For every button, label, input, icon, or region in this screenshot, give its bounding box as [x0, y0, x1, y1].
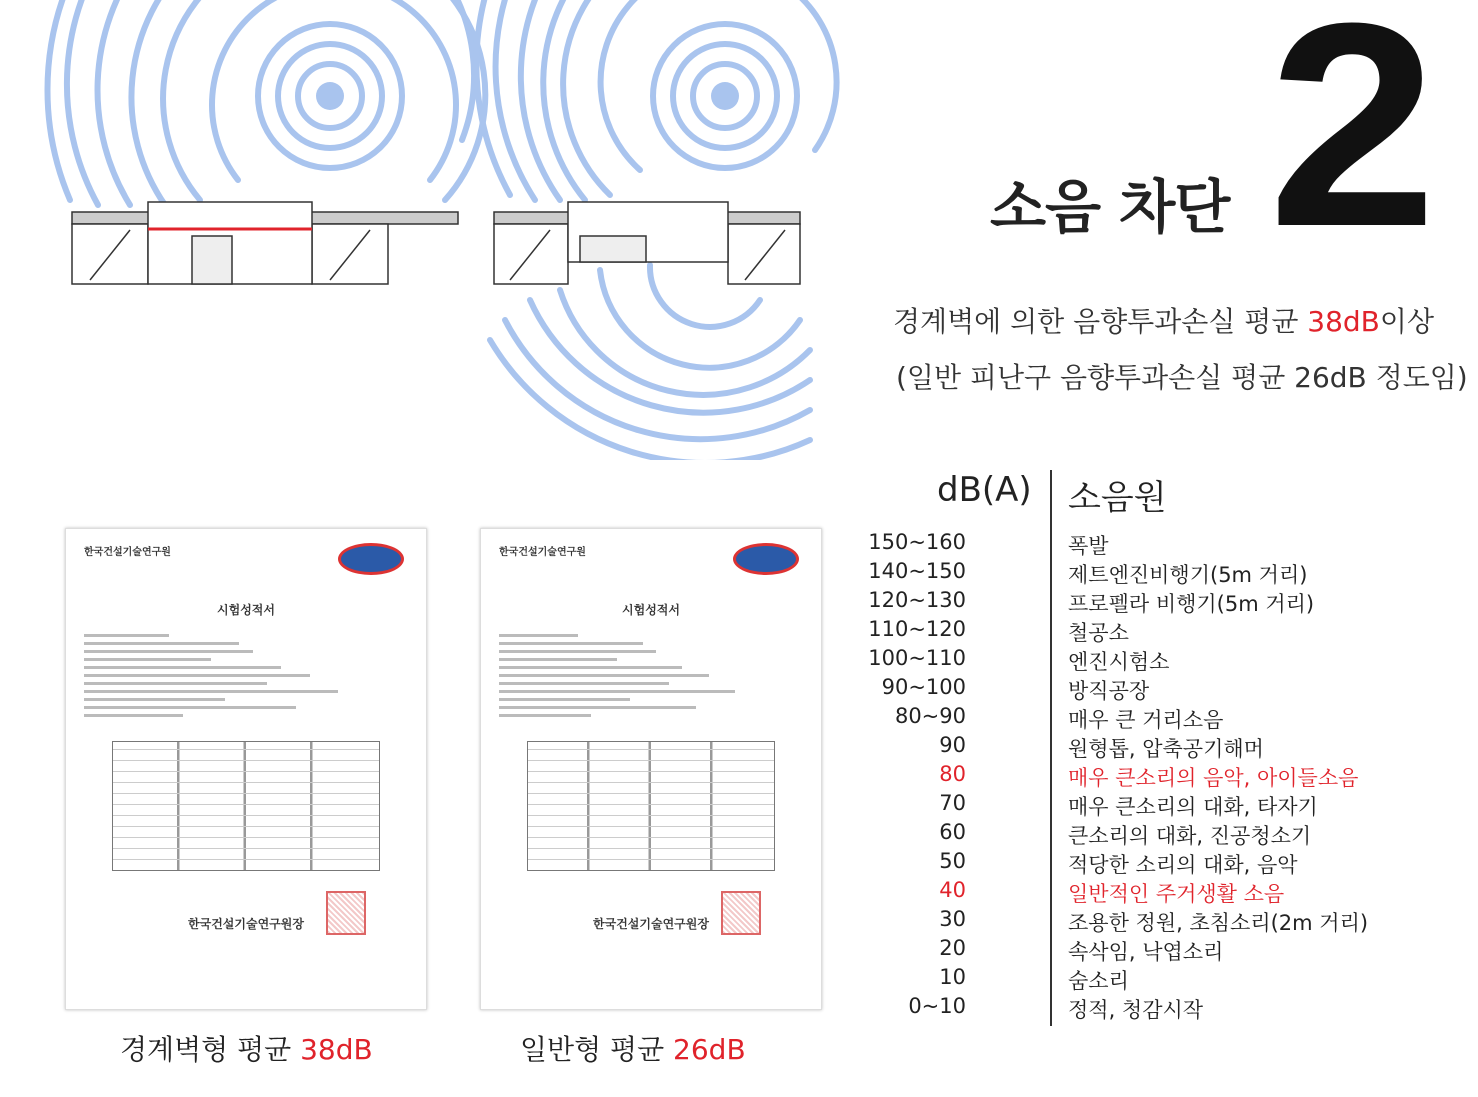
table-row [868, 530, 1450, 558]
row-db-value: 10 [939, 965, 966, 989]
table-row [930, 820, 1450, 848]
caption-value: 26dB [673, 1033, 746, 1066]
kolas-logo [733, 543, 799, 575]
row-noise-source: 일반적인 주거생활 소음 [1068, 882, 1285, 906]
certificate-text-lines [84, 629, 366, 722]
row-db-value: 100~110 [868, 646, 966, 670]
row-db-value: 70 [939, 791, 966, 815]
table-row [881, 675, 1450, 703]
row-db-value: 110~120 [868, 617, 966, 641]
row-noise-source: 정적, 청감시작 [1068, 998, 1204, 1022]
description-text: 경계벽에 의한 음향투과손실 평균 [893, 305, 1308, 338]
certificate-issuer: 한국건설기술연구원장 [593, 917, 709, 931]
certificate-caption-2 [520, 1028, 746, 1068]
description-line-2: (일반 피난구 음향투과손실 평균 26dB 정도임) [896, 361, 1468, 394]
row-noise-source: 큰소리의 대화, 진공청소기 [1068, 824, 1312, 848]
certificate-result-table [527, 741, 775, 871]
table-row [868, 646, 1450, 674]
row-db-value: 40 [939, 878, 966, 902]
left-wave-rings [47, 0, 485, 205]
row-noise-source: 조용한 정원, 초침소리(2m 거리) [1068, 911, 1369, 935]
row-db-value: 80 [939, 762, 966, 786]
row-noise-source: 원형톱, 압축공기해머 [1068, 737, 1264, 761]
description-suffix: 이상 [1379, 305, 1435, 338]
row-db-value: 90~100 [881, 675, 966, 699]
row-db-value: 90 [939, 733, 966, 757]
row-db-value: 50 [939, 849, 966, 873]
certificate-title: 시험성적서 [622, 603, 680, 617]
table-header-source: 소음원 [1068, 478, 1167, 518]
left-door-section [72, 202, 458, 284]
row-noise-source: 속삭임, 낙엽소리 [1068, 940, 1224, 964]
row-noise-source: 프로펠라 비행기(5m 거리) [1068, 592, 1315, 616]
row-db-value: 80~90 [894, 704, 966, 728]
certificate-image-2 [480, 528, 822, 1010]
caption-value: 38dB [300, 1033, 373, 1066]
certificate-result-table [112, 741, 380, 871]
row-noise-source: 숨소리 [1068, 969, 1129, 993]
row-noise-source: 방직공장 [1068, 679, 1150, 703]
row-noise-source: 폭발 [1068, 534, 1109, 558]
row-noise-source: 매우 큰 거리소음 [1068, 708, 1224, 732]
table-row [930, 762, 1450, 790]
table-header-db: dB(A) [937, 470, 1032, 510]
table-row [930, 965, 1450, 993]
table-row [868, 617, 1450, 645]
table-row [908, 994, 1450, 1022]
section-number: 2 [1268, 0, 1438, 287]
row-db-value: 150~160 [868, 530, 966, 554]
certificate-text-lines [499, 629, 761, 722]
certificate-institute: 한국건설기술연구원 [499, 547, 586, 558]
table-row [930, 849, 1450, 877]
table-row [930, 733, 1450, 761]
table-row [930, 936, 1450, 964]
description-highlight: 38dB [1307, 305, 1380, 338]
caption-text: 경계벽형 평균 [120, 1033, 301, 1066]
certificate-title: 시험성적서 [217, 603, 275, 617]
row-db-value: 140~150 [868, 559, 966, 583]
row-db-value: 20 [939, 936, 966, 960]
certificate-issuer: 한국건설기술연구원장 [188, 917, 304, 931]
description-line-1 [893, 300, 1434, 340]
certificate-caption-1 [120, 1028, 373, 1068]
table-row [868, 588, 1450, 616]
row-noise-source: 철공소 [1068, 621, 1129, 645]
row-db-value: 30 [939, 907, 966, 931]
caption-text: 일반형 평균 [520, 1033, 674, 1066]
row-noise-source: 엔진시험소 [1068, 650, 1170, 674]
table-row [894, 704, 1450, 732]
table-row [930, 791, 1450, 819]
row-noise-source: 제트엔진비행기(5m 거리) [1068, 563, 1308, 587]
right-door-section [494, 202, 800, 284]
row-noise-source: 적당한 소리의 대화, 음악 [1068, 853, 1298, 877]
table-row [930, 878, 1450, 906]
sound-wave-illustration [0, 0, 860, 460]
row-db-value: 120~130 [868, 588, 966, 612]
table-row [930, 907, 1450, 935]
row-db-value: 0~10 [908, 994, 966, 1018]
table-row [868, 559, 1450, 587]
certificate-institute: 한국건설기술연구원 [84, 547, 171, 558]
row-noise-source: 매우 큰소리의 음악, 아이들소음 [1068, 766, 1359, 790]
page-title: 소음 차단 [990, 173, 1230, 241]
certificate-image-1 [65, 528, 427, 1010]
kolas-logo [338, 543, 404, 575]
row-db-value: 60 [939, 820, 966, 844]
row-noise-source: 매우 큰소리의 대화, 타자기 [1068, 795, 1318, 819]
